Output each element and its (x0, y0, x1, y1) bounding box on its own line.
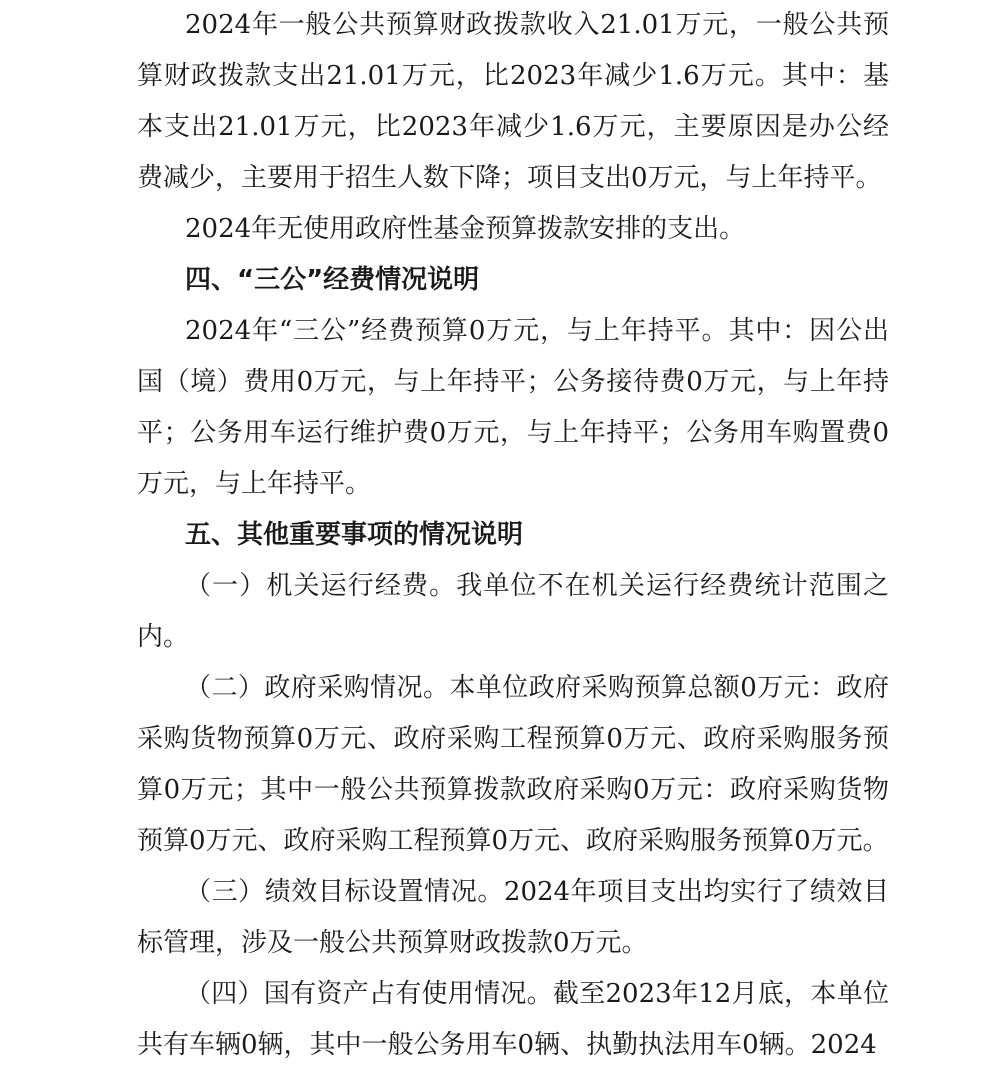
section-heading-three-public-expenses: 四、“三公”经费情况说明 (185, 265, 480, 295)
paragraph-agency-operating-expenses: （一）机关运行经费。我单位不在机关运行经费统计范围之内。 (137, 571, 889, 652)
paragraph-government-fund: 2024年无使用政府性基金预算拨款安排的支出。 (185, 214, 746, 244)
section-heading-other-matters: 五、其他重要事项的情况说明 (185, 520, 524, 550)
paragraph-state-assets: （四）国有资产占有使用情况。截至2023年12月底，本单位共有车辆0辆，其中一般公务用车0辆、执勤执法用车0辆。2024 (137, 979, 889, 1060)
paragraph-three-public-expenses: 2024年“三公”经费预算0万元，与上年持平。其中：因公出国（境）费用0万元，与上年持平；公务接待费0万元，与上年持平；公务用车运行维护费0万元，与上年持平；公务用车购置费0万元，与上年持平。 (137, 316, 889, 499)
paragraph-budget-revenue: 2024年一般公共预算财政拨款收入21.01万元，一般公共预算财政拨款支出21.01万元，比2023年减少1.6万元。其中：基本支出21.01万元，比2023年减少1.6万元，主要原因是办公经费减少，主要用于招生人数下降；项目支出0万元，与上年持平。 (137, 10, 889, 193)
document-body (137, 0, 889, 1071)
paragraph-performance-targets: （三）绩效目标设置情况。2024年项目支出均实行了绩效目标管理，涉及一般公共预算财政拨款0万元。 (137, 877, 889, 958)
paragraph-government-procurement: （二）政府采购情况。本单位政府采购预算总额0万元：政府采购货物预算0万元、政府采购工程预算0万元、政府采购服务预算0万元；其中一般公共预算拨款政府采购0万元：政府采购货物预算0万元、政府采购工程预算0万元、政府采购服务预算0万元。 (137, 673, 889, 856)
